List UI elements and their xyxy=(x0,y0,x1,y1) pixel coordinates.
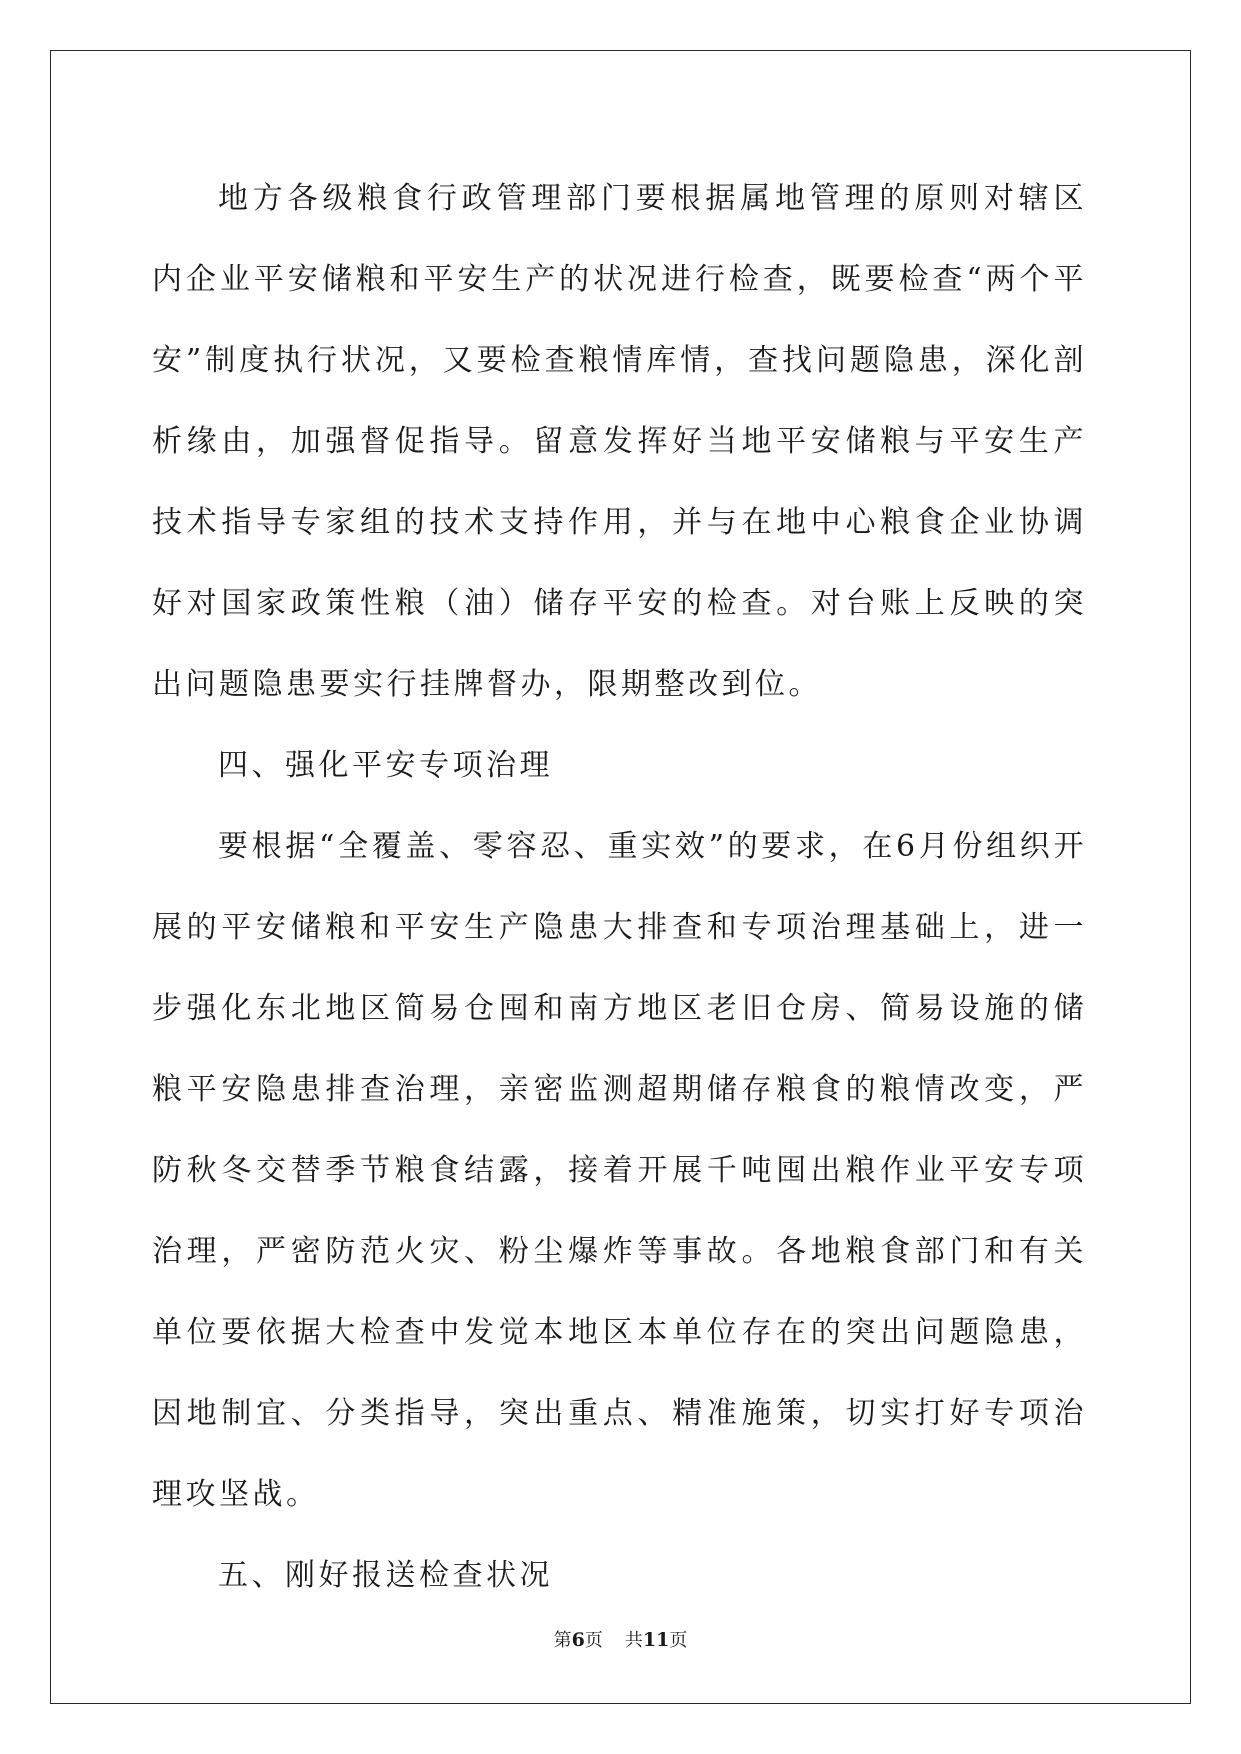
document-body xyxy=(152,158,1087,1616)
paragraph-special-governance: 要根据“全覆盖、零容忍、重实效”的要求，在6月份组织开展的平安储粮和平安生产隐患大排查和专项治理基础上，进一步强化东北地区简易仓囤和南方地区老旧仓房、简易设施的储粮平安隐患排查治理，亲密监测超期储存粮食的粮情改变，严防秋冬交替季节粮食结露，接着开展千吨囤出粮作业平安专项治理，严密防范火灾、粉尘爆炸等事故。各地粮食部门和有关单位要依据大检查中发觉本地区本单位存在的突出问题隐患，因地制宜、分类指导，突出重点、精准施策，切实打好专项治理攻坚战。 xyxy=(152,829,1087,1512)
footer-page-number: 6 xyxy=(571,1629,585,1651)
footer-prefix: 第 xyxy=(553,1630,572,1651)
footer-total-pages: 11 xyxy=(642,1629,670,1651)
footer-total-suffix: 页 xyxy=(669,1630,688,1651)
footer-total-prefix: 共 xyxy=(624,1630,643,1651)
section-heading-4: 四、强化平安专项治理 xyxy=(218,748,553,783)
page-footer xyxy=(0,1628,1241,1653)
section-heading-5: 五、刚好报送检查状况 xyxy=(218,1558,553,1593)
paragraph-inspection: 地方各级粮食行政管理部门要根据属地管理的原则对辖区内企业平安储粮和平安生产的状况进行检查，既要检查“两个平安”制度执行状况，又要检查粮情库情，查找问题隐患，深化剖析缘由，加强督促指导。留意发挥好当地平安储粮与平安生产技术指导专家组的技术支持作用，并与在地中心粮食企业协调好对国家政策性粮（油）储存平安的检查。对台账上反映的突出问题隐患要实行挂牌督办，限期整改到位。 xyxy=(152,181,1087,702)
footer-page-suffix: 页 xyxy=(584,1630,603,1651)
